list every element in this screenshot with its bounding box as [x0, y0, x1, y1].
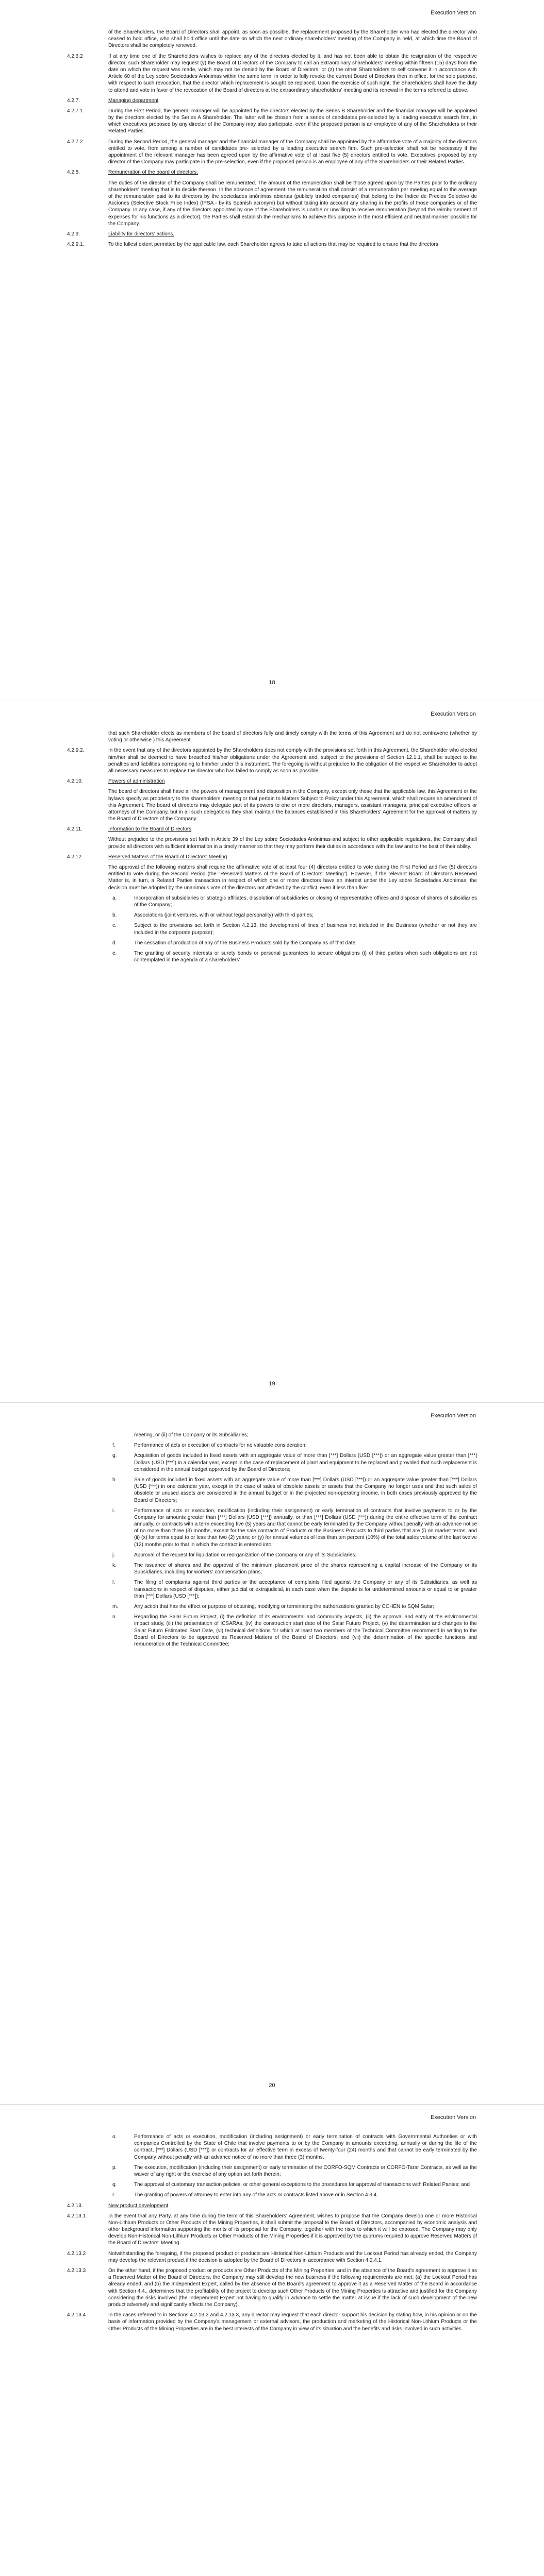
- page-18: [0, 0, 544, 701]
- clause-number: 4.2.13.4: [67, 2312, 86, 2318]
- section-heading: Remuneration of the board of directors.: [108, 170, 198, 176]
- list-item: [112, 2164, 477, 2178]
- clause-text: During the First Period, the general manager will be appointed by the directors elected by the Series B Shareholder and the financial manager will be appointed by the directors elected by the Series A Shareholder. The latter will be chosen from a series of candidates pre-selected by a leading executive search firm, in which executives proposed by any director of the Company may also participate, even if the proposed person is an employee of any of the Shareholders or their Related Parties.: [108, 108, 477, 134]
- list-item: [112, 1579, 477, 1600]
- list-text: The cessation of production of any of the Business Products sold by the Company as of that date;: [134, 940, 357, 946]
- list-item: [112, 2192, 477, 2198]
- clause-number: 4.2.13.2: [67, 2250, 86, 2257]
- clause-4-2-6-2: [67, 53, 477, 94]
- clause-4-2-13-3: [67, 2267, 477, 2308]
- list-text: Subject to the provisions set forth in Section 4.2.13, the development of lines of business not included in the Business (whether or not they are included in the corporate purpose);: [134, 923, 477, 936]
- clause-4-2-7-1: [67, 108, 477, 135]
- clause-number: 4.2.9.2.: [67, 748, 85, 754]
- list-item: [112, 1603, 477, 1610]
- paragraph: of the Shareholders, the Board of Directors shall appoint, as soon as possible, the replacement proposed by the Shareholder who had elected the director who ceased to hold office, who shall hold office until the date on which the next ordinary shareholders' meeting of the Company is held, at which time the Board of Directors shall be completely renewed.: [108, 29, 477, 49]
- clause-text: In the event that any of the directors appointed by the Shareholders does not comply with the provisions set forth in this Agreement, the Shareholder who elected him/her shall be deemed to have breached his/her obligations under the Agreement and, subject to the provisions of Section 12.1.1, shall be subject to the penalties and liabilities corresponding to him/her under this instrument. The foregoing is without prejudice to the obligation of the respective Shareholder to adopt all necessary measures to replace the director who has failed to comply as soon as possible.: [108, 748, 477, 774]
- clause-4-2-12: [67, 854, 477, 860]
- list-letter: n.: [112, 1614, 117, 1620]
- clause-4-2-13-2: [67, 2250, 477, 2264]
- paragraph: The approval of the following matters shall require the affirmative vote of at least four (4) directors entitled to vote during the First Period and five (5) directors entitled to vote during the Second Period (the "Reserved Matters of the Board of Directors' Meeting"). However, if the relevant Board of Director's Reserved Matter is, in turn, a Related Parties transaction in respect of which one or more directors have an interest under the Ley sobre Sociedades Anónimas, the decision must be adopted by the unanimous vote of the directors not affected by the conflict, even if less than five:: [108, 865, 477, 891]
- clause-text: To the fullest extent permitted by the applicable law, each Shareholder agrees to take all actions that may be required to ensure that the directors: [108, 242, 438, 248]
- clause-number: 4.2.7.2: [67, 139, 83, 145]
- list-item: [112, 1614, 477, 1648]
- version-label: Execution Version: [430, 10, 476, 16]
- clause-4-2-13: [67, 2202, 477, 2209]
- page-20: [0, 1403, 544, 2104]
- list-letter: c.: [112, 923, 117, 929]
- section-heading: Powers of administration: [108, 778, 165, 785]
- clause-number: 4.2.9.: [67, 231, 80, 237]
- clause-4-2-7: [67, 97, 477, 104]
- clause-4-2-10: [67, 778, 477, 785]
- paragraph: The board of directors shall have all the powers of management and disposition in the Company, except only those that the applicable law, this Agreement or the bylaws specify as proprietary to the shareholders' meeting or that pertain to Matters Subject to Policy under this Agreement, which shall require an amendment of this Agreement. The board of directors may delegate part of its powers to one or more directors, managers, assistant managers, principal executive officers or attorneys of the Company, but in all such delegations they shall maintain the balances established in this Shareholders' Agreement for the approval of matters by the Board of Directors of the Company.: [108, 789, 477, 822]
- section-heading: Liability for directors' actions.: [108, 231, 175, 237]
- list-text: Any action that has the effect or purpose of obtaining, modifying or terminating the authorizations granted by CCHEN to SQM Salar;: [134, 1603, 434, 1609]
- page-20-content: [67, 1432, 477, 1651]
- list-text: Acquisition of goods included in fixed assets with an aggregate value of more than [***] Dollars (USD [***]) or an aggregate value greater than [***] Dollars (USD [***]) in a calendar year, except in the case of replacement of plant and equipment to be replaced and provided that such replacement is considered in the annual budget approved by the Board of Directors;: [134, 1453, 477, 1472]
- paragraph: that such Shareholder elects as members of the board of directors fully and timely comply with the terms of this Agreement and do not contravene (whether by voting or otherwise ) this Agreement.: [108, 731, 477, 743]
- list-letter: o.: [112, 2134, 117, 2140]
- list-text: The granting of security interests or surety bonds or personal guarantees to secure obligations (i) of third parties when such obligations are not contemplated in the agenda of a shareholders': [134, 950, 477, 963]
- list-item: [112, 940, 477, 946]
- page-number: 20: [269, 2082, 275, 2089]
- clause-4-2-13-4: [67, 2312, 477, 2332]
- page-21: [0, 2105, 544, 2576]
- clause-number: 4.2.7.: [67, 97, 80, 104]
- clause-text: On the other hand, if the proposed product or products are Other Products of the Mining Properties, and in the absence of the Board's agreement to approve it as a Reserved Matter of the Board of Directors, the Company may still develop the new business if the following requirements are met: (a) the Lockout Period has already ended, and (b) the Independent Expert, called by the absence of the Board's agreement to approve it as a Reserved Matter of the Board in accordance with Section 4.4., determines that the profitability of the project to develop such Other Products of the Mining Properties is attractive and justified for the Company considering the risks involved (the Independent Expert not having to qualify in advance to settle the matter at issue if the lack of such development of the new product adversely and significantly affects the Company).: [108, 2268, 477, 2308]
- clause-number: 4.2.13.1: [67, 2213, 86, 2219]
- paragraph: The duties of the director of the Company shall be remunerated. The amount of the remuneration shall be those agreed upon by the Parties prior to the ordinary shareholders' meeting that is to decide thereon. In the absence of agreement, the remuneration shall consist of a remuneration per meeting equal to the average of the remuneration paid to its directors by the sociedades anónimas abiertas (publicly traded companies) that belong to the Índice de Precios Selectivo de Acciones (Selective Stock Price Index) (IPSA - by its Spanish acronym) but without taking into account any sharing in the profits of those companies or of the Company. In any case, if any of the directors appointed by one of the Shareholders is unable or unwilling to receive remuneration (beyond the reimbursement of expenses for his functions as a director), the Parties shall establish the mechanisms to achieve this purpose in the most efficient and neutral manner possible for the Company.: [108, 180, 477, 227]
- clause-4-2-7-2: [67, 139, 477, 166]
- clause-4-2-11: [67, 826, 477, 833]
- list-text: Sale of goods included in fixed assets with an aggregate value of more than [***] Dollars (USD [***]) or an aggregate value greater than [***] Dollars (USD [***]) in one calendar year, except in the case of sales of obsolete assets or assets that the Company no longer uses and that such sales of obsolete or unused assets are considered in the annual budget or in the projected non-operating income, in both cases previously approved by the Board of Directors;: [134, 1477, 477, 1503]
- page-18-content: [67, 29, 477, 251]
- list-item: [112, 1477, 477, 1504]
- clause-number: 4.2.6.2: [67, 53, 83, 59]
- list-letter: f.: [112, 1443, 116, 1449]
- clause-4-2-9: [67, 231, 477, 238]
- clause-4-2-13-1: [67, 2213, 477, 2247]
- clause-number: 4.2.11.: [67, 826, 83, 833]
- list-item: [112, 1442, 477, 1449]
- version-label: Execution Version: [430, 1413, 476, 1419]
- list-item: [112, 2181, 477, 2188]
- version-label: Execution Version: [430, 711, 476, 717]
- list-text: Approval of the request for liquidation or reorganization of the Company or any of its Subsidiaries;: [134, 1552, 357, 1558]
- clause-text: If at any time one of the Shareholders wishes to replace any of the directors elected by it, and has not been able to obtain the resignation of the respective director, such Shareholder may request (y) the Board of Directors of the Company to call an extraordinary shareholders' meeting within fifteen (15) days from the date on which the request was made, which may not be denied by the Board of Directors, or (z) the other Shareholders to self convene it in accordance with Article 60 of the Ley sobre Sociedades Anónimas within the same term, in order to fully revoke the current Board of Directors then in office, for the sole purpose, with respect to such revocation, that the director which replacement is sought be replaced. Upon the exercise of such right, the Shareholders shall have the duty to attend and vote in favor of the revocation of the Board of directors at the extraordinary shareholders' meeting and its renewal in the terms referred to above.: [108, 53, 477, 93]
- list-letter: a.: [112, 895, 117, 901]
- list-item: [112, 1562, 477, 1575]
- clause-number: 4.2.7.1: [67, 108, 83, 114]
- page-number: 18: [269, 680, 275, 686]
- list-item: [112, 912, 477, 919]
- clause-number: 4.2.12.: [67, 854, 83, 860]
- list-letter: l.: [112, 1580, 115, 1586]
- list-item: [112, 922, 477, 936]
- list-item: [112, 1552, 477, 1558]
- paragraph: Without prejudice to the provisions set forth in Article 39 of the Ley sobre Sociedades Anónimas and subject to other applicable regulations, the Company shall provide all directors with sufficient information in a timely manner so that they may perform their duties in accordance with the law and to the best of their ability.: [108, 837, 477, 850]
- list-text: The execution, modification (including their assignment) or early termination of the CORFO-SQM Contracts or CORFO-Tarar Contracts, as well as the waiver of any right or the exercise of any option set forth therein;: [134, 2164, 477, 2177]
- list-text: The issuance of shares and the approval of the minimum placement price of the shares representing a capital increase of the Company or its Subsidiaries, including for workers' compensation plans;: [134, 1563, 477, 1575]
- section-heading: New product development: [108, 2202, 169, 2209]
- list-letter: e.: [112, 950, 117, 956]
- section-heading: Reserved Matters of the Board of Directors' Meeting: [108, 854, 227, 860]
- clause-number: 4.2.10.: [67, 778, 83, 785]
- version-label: Execution Version: [430, 2114, 476, 2121]
- list-letter: p.: [112, 2164, 117, 2171]
- list-letter: b.: [112, 912, 117, 919]
- clause-number: 4.2.8.: [67, 170, 80, 176]
- list-letter: i.: [112, 1507, 115, 1514]
- list-item-continued: meeting, or (ii) of the Company or its Subsidiaries;: [134, 1432, 249, 1438]
- list-text: Performance of acts or execution, modification (including assignment) or early termination of contracts with Governmental Authorities or with companies Controlled by the State of Chile that involve payments to or by the Company in amounts exceeding, annually or during the life of the contract, [***] Dollars (USD [***]) or contracts for an effective term in excess of twenty-four (24) months and that cannot be early terminated by the Company without penalty with an advance notice of no more than three (3) months.: [134, 2134, 477, 2160]
- list-letter: m.: [112, 1603, 119, 1609]
- clause-number: 4.2.9.1.: [67, 242, 85, 248]
- clause-number: 4.2.13.: [67, 2202, 83, 2209]
- list-letter: k.: [112, 1563, 117, 1568]
- clause-number: 4.2.13.3: [67, 2268, 86, 2274]
- list-letter: q.: [112, 2182, 117, 2188]
- list-text: The granting of powers of attorney to enter into any of the acts or contracts listed above or in Section 4.3.4.: [134, 2192, 378, 2198]
- list-item: [112, 1452, 477, 1473]
- clause-text: During the Second Period, the general manager and the financial manager of the Company shall be appointed by the affirmative vote of a majority of the directors entitled to vote, from among a number of candidates pre- selected by a leading executive search firm. Such pre-selection shall not be necessary if the appointment of the relevant manager has been agreed upon by the affirmative vote of at least five (5) directors entitled to vote. Executives proposed by any director of the Company may participate in the pre-selection, even if the proposed person is an employee of any of the Shareholders or their Related Parties.: [108, 139, 477, 165]
- page-19-content: [67, 730, 477, 967]
- clause-4-2-9-1: [67, 241, 477, 248]
- section-heading: Information to the Board of Directors: [108, 826, 192, 833]
- list-letter: d.: [112, 940, 117, 946]
- list-item: [112, 895, 477, 908]
- page-21-content: [67, 2133, 477, 2336]
- list-letter: j.: [112, 1552, 115, 1558]
- clause-4-2-9-2: [67, 747, 477, 774]
- section-heading: Managing department: [108, 97, 159, 104]
- list-text: Incorporation of subsidiaries or strategic affiliates, dissolution of subsidiaries or closing of representative offices and disposal of shares of subsidiaries of the Company;: [134, 895, 477, 908]
- list-text: Performance of acts or execution, modification (including their assignment) or early termination of contracts that involve payments to or by the Company for amounts greater than [***] Dollars (USD [***]) annually, or than [***] Dollars (USD [***]) during the entire effective term of the contract annually, or contracts with a term exceeding five (5) years and that cannot be early terminated by the Company without penalty with an advance notice of no more than three (3) months, except for the sale contracts of Products or the Business Products to third parties that are (i) on market terms, and (ii) (x) for terms equal to or less than two (2) years; or (y) for annual volumes of less than ten percent (10%) of the total sales volume of the last twelve (12) months prior to that in which the contract is entered into;: [134, 1507, 477, 1548]
- list-letter: r.: [112, 2192, 116, 2198]
- list-text: The filing of complaints against third parties or the acceptance of complaints filed against the Company or any of its Subsidiaries, as well as transactions in respect of disputes, either judicial or extrajudicial, in each case when the dispute is for undetermined amounts or equal to or greater than [***] Dollars (USD [***]);: [134, 1580, 477, 1599]
- clause-text: In the event that any Party, at any time during the term of this Shareholders' Agreement, wishes to propose that the Company develop one or more Historical Non-Lithium Products or Other Products of the Mining Properties, it shall submit the proposal to the Board of Directors, accompanied by economic analysis and other background information supporting the merits of its proposal for the Company, together with the risks to which it will be exposed. The Company may only develop Non-Historical Non-Lithium Products or Other Products of the Mining Properties if it is approved by the quorums required to approve Reserved Matters of the Board of Directors' Meeting.: [108, 2213, 477, 2246]
- clause-text: In the cases referred to in Sections 4.2.13.2 and 4.2.13.3, any director may request that each director support his decision by stating how, in his opinion or on the basis of information provided by the Company's management or external advisors, the production and marketing of the Historical Non-Lithium Products or the Other Products of the Mining Properties are in the best interests of the Company in view of its situation and the benefits and risks involved in such activities.: [108, 2312, 477, 2332]
- list-text: Performance of acts or execution of contracts for no valuable consideration;: [134, 1443, 307, 1449]
- clause-text: Notwithstanding the foregoing, if the proposed product or products are Historical Non-Lithium Products and the Lockout Period has already ended, the Company may develop the relevant product if the decision is adopted by the Board of Directors in accordance with Section 4.2.4.1.: [108, 2250, 477, 2263]
- clause-4-2-8: [67, 169, 477, 176]
- list-item: [112, 1507, 477, 1548]
- list-item: [112, 950, 477, 963]
- list-text: Associations (joint ventures, with or without legal personality) with third parties;: [134, 912, 314, 919]
- list-letter: g.: [112, 1453, 117, 1459]
- page-19: [0, 701, 544, 1402]
- list-item: [112, 2133, 477, 2161]
- list-letter: h.: [112, 1477, 117, 1483]
- list-text: Regarding the Salar Futuro Project, (i) the definition of its environmental and community aspects, (ii) the approval and entry of the environmental impact study, (iii) the presentation of ICSARAs, (iv) the construction start date of the Salar Futuro Project, (v) the determination and changes to the Salar Futuro Estimated Start Date, (vi) technical definitions for which at least two members of the Technical Committee recommend in writing to the Board of Directors to be approved as Reserved Matters of the Board of Directors, and (vii) the determination of the specific functions and remuneration of the Technical Committee;: [134, 1614, 477, 1647]
- page-number: 19: [269, 1381, 275, 1387]
- list-text: The approval of customary transaction policies, or other general exceptions to the procedures for approval of transactions with Related Parties; and: [134, 2182, 470, 2188]
